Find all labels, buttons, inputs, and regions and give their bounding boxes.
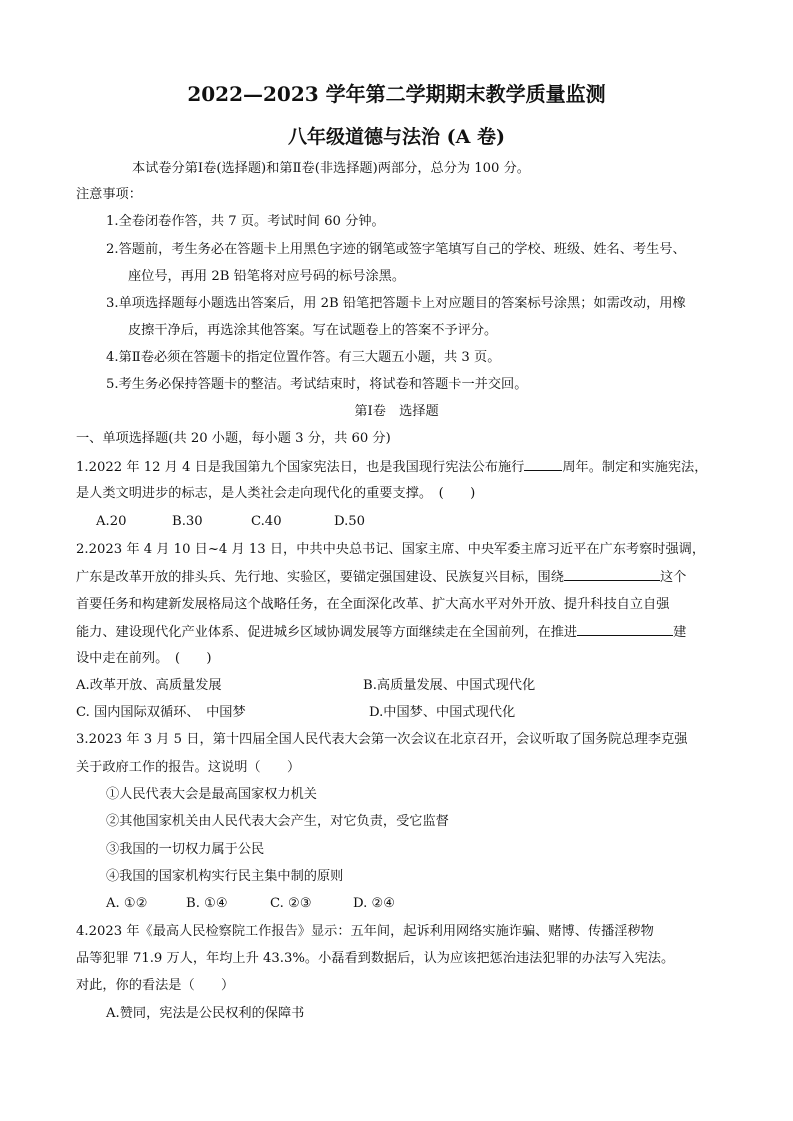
note-item: 4.第Ⅱ卷必须在答题卡的指定位置作答。有三大题五小题，共 3 页。 (106, 350, 501, 365)
question-1-line: 是人类文明进步的标志，是人类社会走向现代化的重要支撑。 ( ) (76, 486, 476, 501)
question-3-line: 3.2023 年 3 月 5 日，第十四届全国人民代表大会第一次会议在北京召开，会议听取了国务院总理李克强 (76, 732, 688, 747)
statement-item: ③我国的一切权力属于公民 (106, 842, 265, 857)
statement-item: ①人民代表大会是最高国家权力机关 (106, 787, 317, 802)
question-3-line: 关于政府工作的报告。这说明（ ） (76, 760, 301, 775)
note-item: 座位号，再用 2B 铅笔将对应号码的标号涂黑。 (128, 269, 406, 284)
question-4-line: 对此，你的看法是（ ） (76, 978, 235, 993)
exam-intro: 本试卷分第Ⅰ卷(选择题)和第Ⅱ卷(非选择题)两部分，总分为 100 分。 (132, 161, 530, 176)
option-d: D.50 (334, 514, 366, 529)
question-4-line: 4.2023 年《最高人民检察院工作报告》显示：五年间，起诉利用网络实施诈骗、赌博、传播淫秽物 (76, 924, 654, 939)
note-item: 1.全卷闭卷作答，共 7 页。考试时间 60 分钟。 (106, 214, 385, 229)
answer-blank (577, 623, 673, 636)
option-d: D. ②④ (353, 896, 396, 911)
notes-heading: 注意事项： (76, 187, 142, 202)
option-c: C. 国内国际双循环、 中国梦 (76, 705, 246, 720)
option-b: B.30 (172, 514, 203, 529)
option-c: C. ②③ (270, 896, 312, 911)
question-2-text: 广东是改革开放的排头兵、先行地、实验区，要锚定强国建设、民族复兴目标，围绕 (76, 570, 564, 585)
note-item: 3.单项选择题每小题选出答案后，用 2B 铅笔把答题卡上对应题目的答案标号涂黑；如需改动，用橡 (106, 296, 686, 311)
statement-item: ②其他国家机关由人民代表大会产生，对它负责，受它监督 (106, 814, 449, 829)
exam-title: 2022—2023 学年第二学期期末教学质量监测 (187, 82, 606, 106)
note-item: 2.答题前，考生务必在答题卡上用黑色字迹的钢笔或签字笔填写自己的学校、班级、姓名、考生号、 (106, 242, 686, 257)
section-title: 第Ⅰ卷 选择题 (354, 404, 439, 419)
question-2-line (76, 623, 686, 642)
option-b: B.高质量发展、中国式现代化 (363, 678, 536, 693)
question-2-line: 首要任务和构建新发展格局这个战略任务，在全面深化改革、扩大高水平对外开放、提升科技自立自强 (76, 597, 670, 612)
question-2-text: 能力、建设现代化产业体系、促进城乡区域协调发展等方面继续走在全国前列，在推进 (76, 625, 578, 640)
question-2-line: 设中走在前列。 ( ) (76, 651, 212, 666)
exam-subtitle: 八年级道德与法治 (A 卷) (288, 126, 505, 148)
question-2-line (76, 568, 686, 587)
question-2-text: 建 (673, 625, 687, 640)
option-b: B. ①④ (186, 896, 228, 911)
note-item: 皮擦干净后，再选涂其他答案。写在试题卷上的答案不予评分。 (128, 323, 498, 338)
option-a: A.改革开放、高质量发展 (76, 678, 222, 693)
question-2-text: 这个 (659, 570, 687, 585)
option-d: D.中国梦、中国式现代化 (369, 705, 516, 720)
option-a: A.20 (96, 514, 127, 529)
question-1-text: 周年。制定和实施宪法， (562, 460, 708, 475)
question-2-line: 2.2023 年 4 月 10 日~4 月 13 日，中共中央总书记、国家主席、中央军委主席习近平在广东考察时强调， (76, 542, 706, 557)
question-1-text: 1.2022 年 12 月 4 日是我国第九个国家宪法日，也是我国现行宪法公布施行 (76, 460, 525, 475)
option-c: C.40 (251, 514, 282, 529)
answer-blank (564, 568, 660, 581)
option-a: A. ①② (106, 896, 148, 911)
answer-blank (524, 458, 562, 471)
question-1-line (76, 458, 707, 477)
statement-item: ④我国的国家机构实行民主集中制的原则 (106, 869, 344, 884)
note-item: 5.考生务必保持答题卡的整洁。考试结束时，将试卷和答题卡一并交回。 (106, 377, 528, 392)
section-heading: 一、单项选择题(共 20 小题，每小题 3 分，共 60 分) (76, 431, 391, 446)
question-4-line: 品等犯罪 71.9 万人，年均上升 43.3%。小磊看到数据后，认为应该把惩治违法犯罪的办法写入宪法。 (76, 951, 675, 966)
option-a: A.赞同，宪法是公民权利的保障书 (106, 1006, 305, 1021)
